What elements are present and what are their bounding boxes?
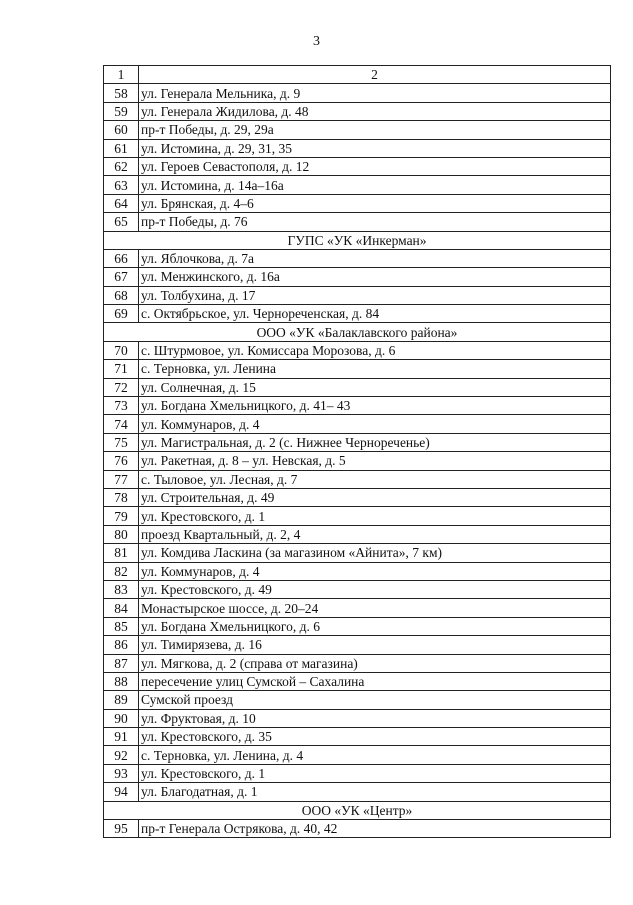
row-number: 60	[104, 121, 139, 139]
row-number: 70	[104, 341, 139, 359]
row-address: ул. Крестовского, д. 1	[139, 507, 611, 525]
row-address: с. Штурмовое, ул. Комиссара Морозова, д. 6	[139, 341, 611, 359]
row-address: ул. Героев Севастополя, д. 12	[139, 157, 611, 175]
row-number: 65	[104, 213, 139, 231]
table-row	[104, 249, 611, 267]
row-number: 62	[104, 157, 139, 175]
row-number: 61	[104, 139, 139, 157]
row-address: с. Тыловое, ул. Лесная, д. 7	[139, 470, 611, 488]
row-address: ул. Генерала Жидилова, д. 48	[139, 102, 611, 120]
row-number: 66	[104, 249, 139, 267]
row-address: ул. Богдана Хмельницкого, д. 41– 43	[139, 397, 611, 415]
table-row	[104, 746, 611, 764]
row-address: ул. Ракетная, д. 8 – ул. Невская, д. 5	[139, 452, 611, 470]
row-address: ул. Фруктовая, д. 10	[139, 709, 611, 727]
row-address: ул. Мягкова, д. 2 (справа от магазина)	[139, 654, 611, 672]
header-row	[104, 66, 611, 84]
row-number: 73	[104, 397, 139, 415]
row-address: ул. Комдива Ласкина (за магазином «Айнита», 7 км)	[139, 544, 611, 562]
table-row	[104, 268, 611, 286]
table-row	[104, 672, 611, 690]
table-row	[104, 544, 611, 562]
row-address: ул. Богдана Хмельницкого, д. 6	[139, 617, 611, 635]
table-row	[104, 507, 611, 525]
table-row	[104, 452, 611, 470]
row-number: 76	[104, 452, 139, 470]
row-address: ул. Брянская, д. 4–6	[139, 194, 611, 212]
row-number: 64	[104, 194, 139, 212]
table-row	[104, 691, 611, 709]
table-row	[104, 139, 611, 157]
table-row	[104, 764, 611, 782]
row-number: 80	[104, 525, 139, 543]
row-address: с. Терновка, ул. Ленина	[139, 360, 611, 378]
row-address: ул. Тимирязева, д. 16	[139, 636, 611, 654]
row-number: 63	[104, 176, 139, 194]
row-address: ул. Истомина, д. 29, 31, 35	[139, 139, 611, 157]
table-row	[104, 157, 611, 175]
group-title: ГУПС «УК «Инкерман»	[104, 231, 611, 249]
row-number: 82	[104, 562, 139, 580]
row-address: пр-т Победы, д. 29, 29а	[139, 121, 611, 139]
table-row	[104, 525, 611, 543]
table-row	[104, 176, 611, 194]
row-number: 94	[104, 783, 139, 801]
row-number: 89	[104, 691, 139, 709]
row-number: 59	[104, 102, 139, 120]
row-address: ул. Генерала Мельника, д. 9	[139, 84, 611, 102]
row-address: проезд Квартальный, д. 2, 4	[139, 525, 611, 543]
row-address: ул. Яблочкова, д. 7а	[139, 249, 611, 267]
row-address: Сумской проезд	[139, 691, 611, 709]
row-address: ул. Благодатная, д. 1	[139, 783, 611, 801]
table-row	[104, 84, 611, 102]
table-row	[104, 213, 611, 231]
table-row	[104, 783, 611, 801]
group-header-row	[104, 231, 611, 249]
address-table	[103, 65, 611, 838]
row-address: пересечение улиц Сумской – Сахалина	[139, 672, 611, 690]
row-address: пр-т Победы, д. 76	[139, 213, 611, 231]
table-row	[104, 121, 611, 139]
row-number: 91	[104, 728, 139, 746]
address-table-body	[104, 66, 611, 838]
row-number: 87	[104, 654, 139, 672]
table-row	[104, 488, 611, 506]
row-number: 79	[104, 507, 139, 525]
row-address: ул. Коммунаров, д. 4	[139, 415, 611, 433]
table-row	[104, 433, 611, 451]
header-col-number: 1	[104, 66, 139, 84]
table-row	[104, 470, 611, 488]
row-number: 72	[104, 378, 139, 396]
row-number: 83	[104, 580, 139, 598]
row-address: ул. Солнечная, д. 15	[139, 378, 611, 396]
group-title: ООО «УК «Центр»	[104, 801, 611, 819]
row-address: ул. Магистральная, д. 2 (с. Нижнее Чернореченье)	[139, 433, 611, 451]
row-number: 68	[104, 286, 139, 304]
table-row	[104, 580, 611, 598]
row-address: ул. Крестовского, д. 49	[139, 580, 611, 598]
row-address: ул. Крестовского, д. 35	[139, 728, 611, 746]
row-number: 84	[104, 599, 139, 617]
row-address: ул. Толбухина, д. 17	[139, 286, 611, 304]
row-number: 95	[104, 820, 139, 838]
table-row	[104, 562, 611, 580]
row-number: 88	[104, 672, 139, 690]
row-number: 71	[104, 360, 139, 378]
table-row	[104, 599, 611, 617]
row-number: 93	[104, 764, 139, 782]
row-address: с. Терновка, ул. Ленина, д. 4	[139, 746, 611, 764]
table-row	[104, 360, 611, 378]
header-col-address: 2	[139, 66, 611, 84]
table-row	[104, 305, 611, 323]
table-row	[104, 194, 611, 212]
row-number: 92	[104, 746, 139, 764]
row-number: 75	[104, 433, 139, 451]
table-row	[104, 286, 611, 304]
table-row	[104, 378, 611, 396]
row-address: пр-т Генерала Острякова, д. 40, 42	[139, 820, 611, 838]
table-row	[104, 654, 611, 672]
group-header-row	[104, 801, 611, 819]
row-number: 85	[104, 617, 139, 635]
table-row	[104, 728, 611, 746]
row-address: ул. Истомина, д. 14а–16а	[139, 176, 611, 194]
row-number: 90	[104, 709, 139, 727]
row-number: 69	[104, 305, 139, 323]
table-row	[104, 341, 611, 359]
row-number: 74	[104, 415, 139, 433]
table-row	[104, 820, 611, 838]
row-address: ул. Коммунаров, д. 4	[139, 562, 611, 580]
table-row	[104, 102, 611, 120]
row-number: 58	[104, 84, 139, 102]
row-address: ул. Строительная, д. 49	[139, 488, 611, 506]
table-row	[104, 636, 611, 654]
group-title: ООО «УК «Балаклавского района»	[104, 323, 611, 341]
row-number: 67	[104, 268, 139, 286]
row-number: 77	[104, 470, 139, 488]
row-number: 86	[104, 636, 139, 654]
row-number: 78	[104, 488, 139, 506]
row-address: ул. Менжинского, д. 16а	[139, 268, 611, 286]
table-row	[104, 415, 611, 433]
row-address: с. Октябрьское, ул. Чернореченская, д. 84	[139, 305, 611, 323]
table-row	[104, 709, 611, 727]
row-address: Монастырское шоссе, д. 20–24	[139, 599, 611, 617]
group-header-row	[104, 323, 611, 341]
row-address: ул. Крестовского, д. 1	[139, 764, 611, 782]
table-row	[104, 397, 611, 415]
table-row	[104, 617, 611, 635]
page-number: 3	[313, 34, 320, 49]
row-number: 81	[104, 544, 139, 562]
